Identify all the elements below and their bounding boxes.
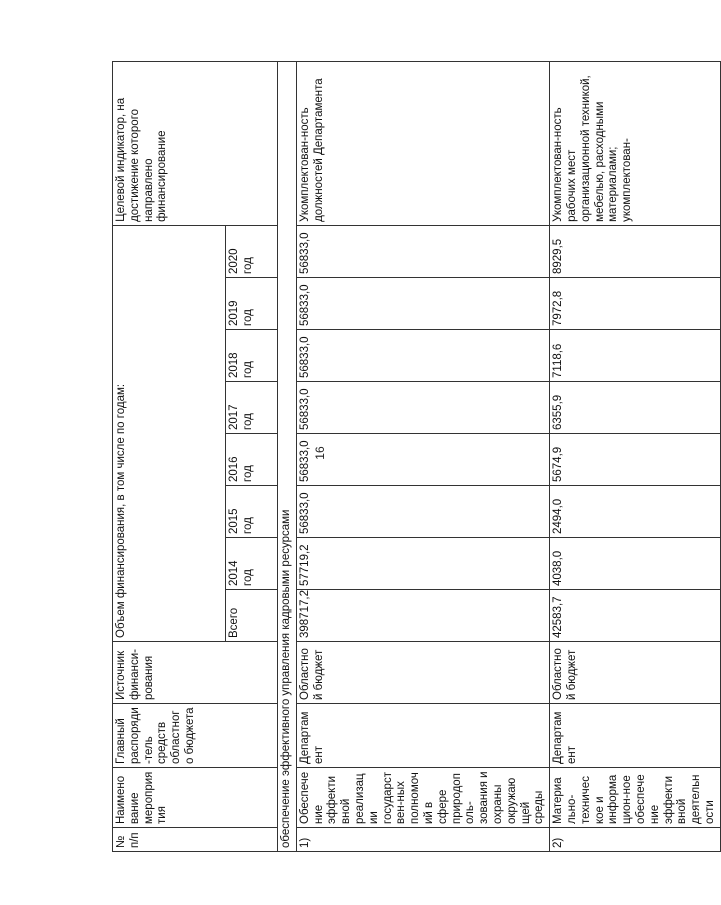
row-year-value: 7118,6 — [550, 330, 721, 382]
row-year-value: 4038,0 — [550, 538, 721, 590]
row-year-value: 56833,0 — [296, 434, 549, 486]
row-manager: Департамент — [550, 704, 721, 768]
header-manager: Главный распоряди-тель средств областного бюджета — [113, 704, 278, 768]
section-row — [278, 61, 297, 851]
header-name: Наименование мероприятия — [113, 768, 278, 828]
row-year-value: 7972,8 — [550, 278, 721, 330]
table-row — [550, 61, 721, 851]
row-indicator: Укомплектован-ность должностей Департамента — [296, 61, 549, 225]
header-year: 2015 год — [226, 486, 278, 538]
header-year: 2016 год — [226, 434, 278, 486]
row-total: 398717,2 — [296, 590, 549, 642]
header-year: 2019 год — [226, 278, 278, 330]
row-year-value: 56833,0 — [296, 486, 549, 538]
header-total: Всего — [226, 590, 278, 642]
row-source: Областной бюджет — [550, 642, 721, 704]
header-year: 2020 год — [226, 225, 278, 277]
row-name: Обеспечение эффективной реализации государствен-ных полномочий в сфере природополь-зования и охраны окружающей среды — [296, 768, 549, 828]
header-num: № п/п — [113, 828, 278, 852]
header-indicator: Целевой индикатор, на достижение которого направлено финансирование — [113, 61, 278, 225]
row-year-value: 56833,0 — [296, 225, 549, 277]
page-number: 16 — [313, 446, 327, 460]
row-total: 42583,7 — [550, 590, 721, 642]
row-num: 2) — [550, 828, 721, 852]
row-year-value: 8929,5 — [550, 225, 721, 277]
row-year-value: 5674,9 — [550, 434, 721, 486]
header-source: Источник финанси-рования — [113, 642, 278, 704]
financing-table — [112, 61, 721, 852]
row-manager: Департамент — [296, 704, 549, 768]
section-title: обеспечение эффективного управления кадровыми ресурсами — [278, 61, 297, 851]
header-volume: Объем финансирования, в том числе по годам: — [113, 225, 226, 641]
financing-table-sheet — [112, 62, 716, 852]
row-year-value: 56833,0 — [296, 278, 549, 330]
row-name: Материально-техническое и информацион-ное обеспечение эффективной деятельности — [550, 768, 721, 828]
row-source: Областной бюджет — [296, 642, 549, 704]
row-year-value: 6355,9 — [550, 382, 721, 434]
row-year-value: 57719,2 — [296, 538, 549, 590]
header-year: 2014 год — [226, 538, 278, 590]
row-year-value: 56833,0 — [296, 382, 549, 434]
row-year-value: 56833,0 — [296, 330, 549, 382]
header-year: 2017 год — [226, 382, 278, 434]
header-year: 2018 год — [226, 330, 278, 382]
table-row — [296, 61, 549, 851]
row-indicator: Укомплектован-ность рабочих мест организационной техникой, мебелью, расходными материалами; укомплектован- — [550, 61, 721, 225]
header-row-main — [113, 61, 226, 851]
row-year-value: 2494,0 — [550, 486, 721, 538]
row-num: 1) — [296, 828, 549, 852]
